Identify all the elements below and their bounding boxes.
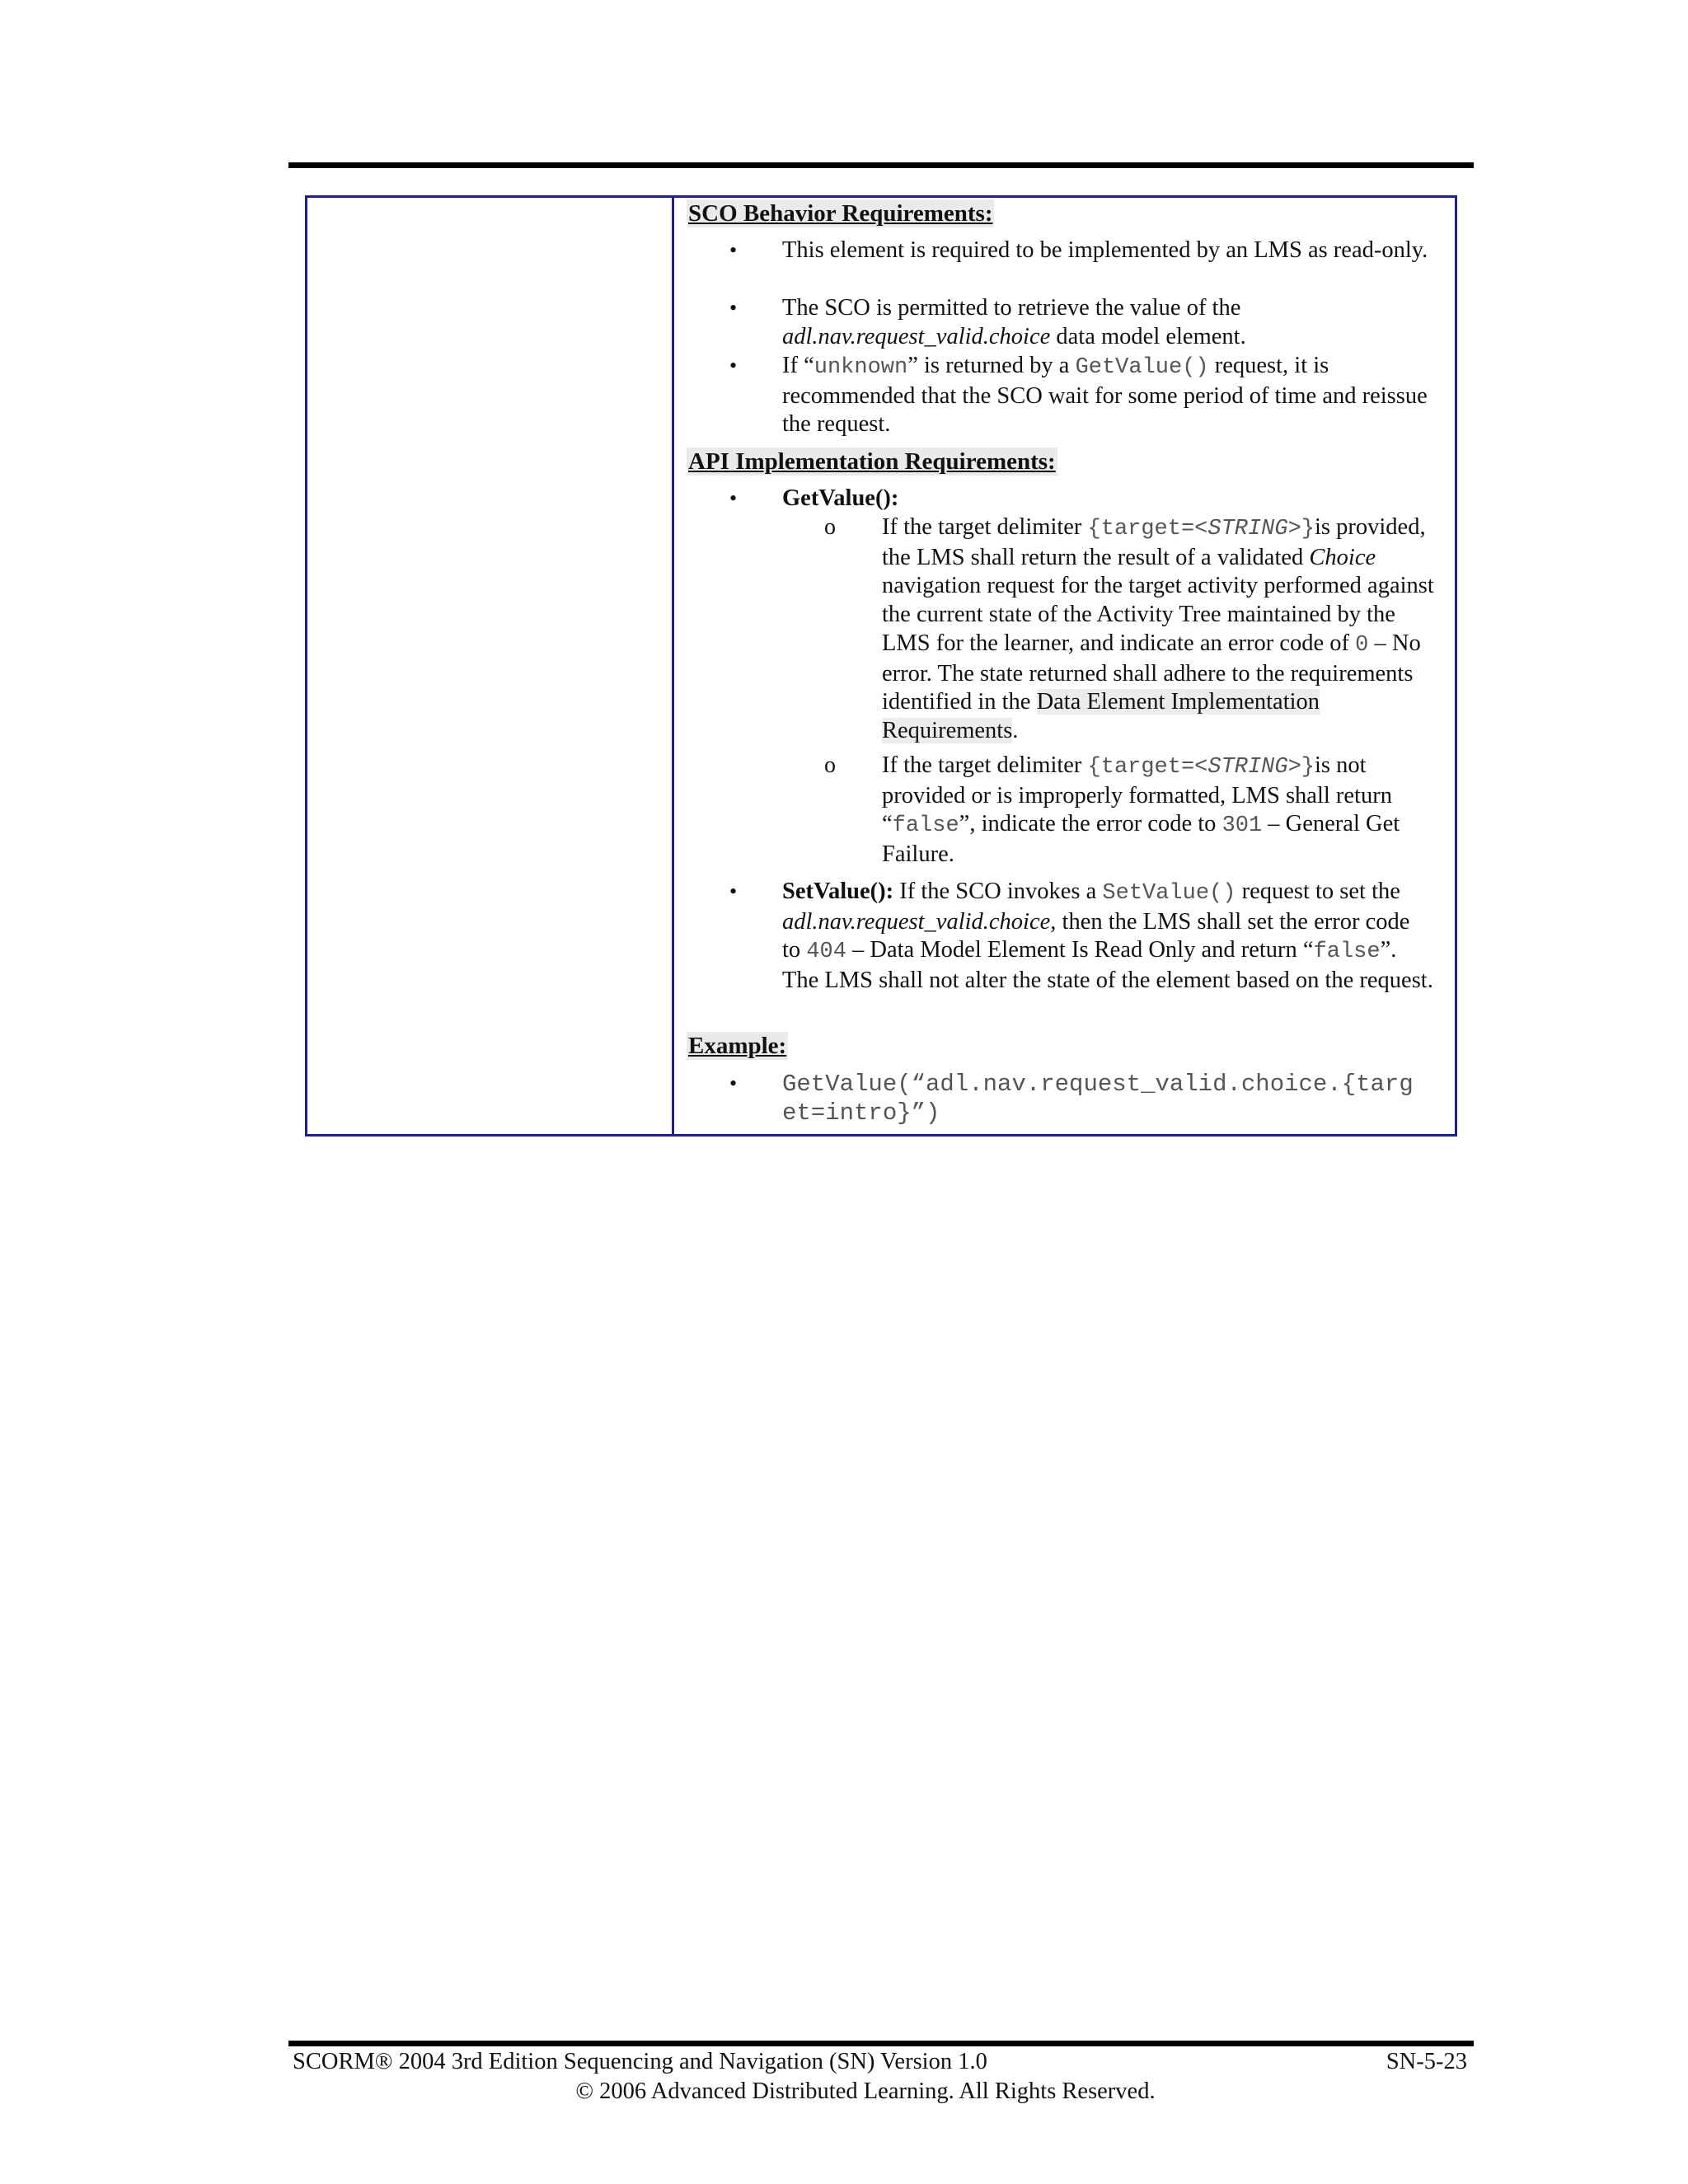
table-left-cell [307, 198, 672, 1134]
table-right-cell [674, 198, 1455, 1134]
sco-behavior-heading: SCO Behavior Requirements: [688, 200, 993, 227]
bullet-glyph: • [729, 296, 738, 320]
requirements-table [305, 195, 1457, 1137]
bullet-glyph: • [729, 238, 738, 262]
bullet-glyph: • [729, 354, 738, 377]
sco-requirement-unknown: If “unknown” is returned by a GetValue() request, it is recommended that the SCO wait for some period of time and reissue the request. [782, 353, 1428, 438]
footer-page-number: SN-5-23 [1386, 2049, 1467, 2074]
bullet-glyph: • [729, 879, 738, 903]
api-implementation-heading: API Implementation Requirements: [688, 448, 1056, 475]
getvalue-label: GetValue(): [782, 485, 899, 511]
example-heading: Example: [688, 1033, 787, 1059]
example-code: GetValue(“adl.nav.request_valid.choice.{targ et=intro}”) [782, 1071, 1414, 1127]
sco-requirement-read-only: This element is required to be implemented by an LMS as read-only. [782, 237, 1428, 263]
data-element-reference: Data Element Implementation Requirements [882, 689, 1320, 743]
getvalue-target-missing: If the target delimiter {target=<STRING>}is not provided or is improperly formatted, LMS shall return “false”, indicate the error code to 301 – General Get Failure. [882, 752, 1400, 868]
sub-bullet-glyph: o [824, 514, 836, 540]
header-rule [288, 162, 1474, 168]
footer-rule [288, 2041, 1474, 2046]
getvalue-target-provided: If the target delimiter {target=<STRING>}is provided, the LMS shall return the result of a validated Choice navigation request for the target activity performed against the current state of the Activity Tree maintained by the LMS for the learner, and indicate an error code of 0 – No error. The state returned shall adhere to the requirements identified in the Data Element Implementation Requirements. [882, 514, 1434, 743]
footer-copyright: © 2006 Advanced Distributed Learning. All Rights Reserved. [575, 2079, 1156, 2104]
bullet-glyph: • [729, 1071, 738, 1095]
setvalue-requirement: SetValue(): If the SCO invokes a SetValue() request to set the adl.nav.request_valid.choice, then the LMS shall set the error code to 404 – Data Model Element Is Read Only and return “false”. The LMS shall not alter the state of the element based on the request. [782, 879, 1433, 994]
sub-bullet-glyph: o [824, 752, 836, 778]
footer-document-title: SCORM® 2004 3rd Edition Sequencing and Navigation (SN) Version 1.0 [293, 2049, 987, 2074]
sco-requirement-retrieve: The SCO is permitted to retrieve the value of the adl.nav.request_valid.choice data model element. [782, 295, 1246, 349]
bullet-glyph: • [729, 486, 738, 510]
